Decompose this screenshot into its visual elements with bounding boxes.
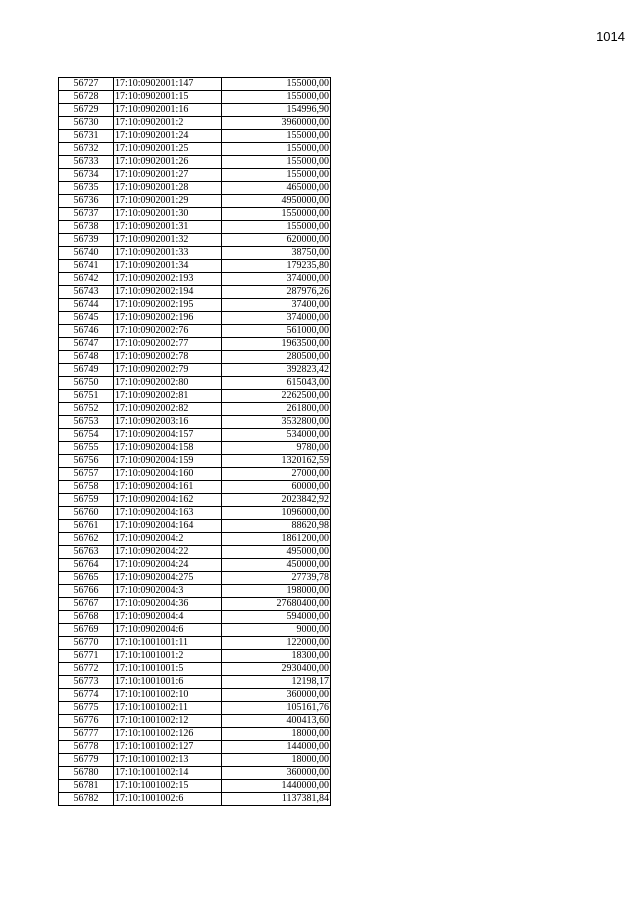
table-row: [59, 520, 331, 533]
table-row: [59, 676, 331, 689]
row-number-cell: 56763: [59, 546, 114, 559]
table-body: [59, 78, 331, 806]
row-number-cell: 56747: [59, 338, 114, 351]
row-number-cell: 56762: [59, 533, 114, 546]
value-cell: 1440000,00: [222, 780, 331, 793]
value-cell: 360000,00: [222, 767, 331, 780]
value-cell: 18000,00: [222, 728, 331, 741]
row-number-cell: 56781: [59, 780, 114, 793]
table-row: [59, 546, 331, 559]
row-number-cell: 56732: [59, 143, 114, 156]
table-row: [59, 572, 331, 585]
cadastral-number-cell: 17:10:0902001:28: [114, 182, 222, 195]
cadastral-number-cell: 17:10:0902002:194: [114, 286, 222, 299]
value-cell: 12198,17: [222, 676, 331, 689]
row-number-cell: 56754: [59, 429, 114, 442]
cadastral-number-cell: 17:10:0902002:82: [114, 403, 222, 416]
value-cell: 620000,00: [222, 234, 331, 247]
table-row: [59, 286, 331, 299]
value-cell: 495000,00: [222, 546, 331, 559]
cadastral-number-cell: 17:10:0902004:24: [114, 559, 222, 572]
value-cell: 155000,00: [222, 91, 331, 104]
row-number-cell: 56752: [59, 403, 114, 416]
table-row: [59, 273, 331, 286]
row-number-cell: 56761: [59, 520, 114, 533]
cadastral-number-cell: 17:10:0902002:196: [114, 312, 222, 325]
table-row: [59, 741, 331, 754]
table-row: [59, 533, 331, 546]
value-cell: 198000,00: [222, 585, 331, 598]
table-row: [59, 689, 331, 702]
value-cell: 3532800,00: [222, 416, 331, 429]
row-number-cell: 56749: [59, 364, 114, 377]
value-cell: 38750,00: [222, 247, 331, 260]
cadastral-number-cell: 17:10:0902001:147: [114, 78, 222, 91]
cadastral-number-cell: 17:10:0902001:15: [114, 91, 222, 104]
value-cell: 594000,00: [222, 611, 331, 624]
cadastral-number-cell: 17:10:0902004:160: [114, 468, 222, 481]
table-row: [59, 130, 331, 143]
table-row: [59, 234, 331, 247]
cadastral-number-cell: 17:10:1001002:6: [114, 793, 222, 806]
cadastral-number-cell: 17:10:1001002:10: [114, 689, 222, 702]
value-cell: 2262500,00: [222, 390, 331, 403]
cadastral-number-cell: 17:10:0902001:26: [114, 156, 222, 169]
value-cell: 155000,00: [222, 130, 331, 143]
row-number-cell: 56735: [59, 182, 114, 195]
value-cell: 154996,90: [222, 104, 331, 117]
table-row: [59, 78, 331, 91]
cadastral-number-cell: 17:10:0902002:80: [114, 377, 222, 390]
value-cell: 88620,98: [222, 520, 331, 533]
row-number-cell: 56780: [59, 767, 114, 780]
cadastral-number-cell: 17:10:1001002:126: [114, 728, 222, 741]
value-cell: 155000,00: [222, 156, 331, 169]
table-row: [59, 611, 331, 624]
cadastral-number-cell: 17:10:0902001:33: [114, 247, 222, 260]
cadastral-number-cell: 17:10:0902001:31: [114, 221, 222, 234]
cadastral-number-cell: 17:10:0902004:159: [114, 455, 222, 468]
table-row: [59, 156, 331, 169]
cadastral-number-cell: 17:10:0902001:27: [114, 169, 222, 182]
cadastral-number-cell: 17:10:0902001:24: [114, 130, 222, 143]
value-cell: 27739,78: [222, 572, 331, 585]
row-number-cell: 56765: [59, 572, 114, 585]
row-number-cell: 56759: [59, 494, 114, 507]
value-cell: 144000,00: [222, 741, 331, 754]
table-row: [59, 377, 331, 390]
cadastral-number-cell: 17:10:0902002:195: [114, 299, 222, 312]
table-row: [59, 780, 331, 793]
cadastral-number-cell: 17:10:1001002:15: [114, 780, 222, 793]
cadastral-number-cell: 17:10:0902002:81: [114, 390, 222, 403]
value-cell: 27680400,00: [222, 598, 331, 611]
table-row: [59, 338, 331, 351]
cadastral-number-cell: 17:10:1001002:127: [114, 741, 222, 754]
value-cell: 37400,00: [222, 299, 331, 312]
cadastral-number-cell: 17:10:0902002:193: [114, 273, 222, 286]
table-row: [59, 468, 331, 481]
row-number-cell: 56764: [59, 559, 114, 572]
row-number-cell: 56770: [59, 637, 114, 650]
value-cell: 1096000,00: [222, 507, 331, 520]
cadastral-number-cell: 17:10:0902004:162: [114, 494, 222, 507]
table-row: [59, 143, 331, 156]
row-number-cell: 56750: [59, 377, 114, 390]
table-row: [59, 455, 331, 468]
row-number-cell: 56753: [59, 416, 114, 429]
value-cell: 9000,00: [222, 624, 331, 637]
value-cell: 3960000,00: [222, 117, 331, 130]
row-number-cell: 56736: [59, 195, 114, 208]
value-cell: 374000,00: [222, 273, 331, 286]
value-cell: 179235,80: [222, 260, 331, 273]
row-number-cell: 56738: [59, 221, 114, 234]
value-cell: 360000,00: [222, 689, 331, 702]
table-row: [59, 416, 331, 429]
row-number-cell: 56730: [59, 117, 114, 130]
cadastral-number-cell: 17:10:0902001:2: [114, 117, 222, 130]
cadastral-number-cell: 17:10:0902002:78: [114, 351, 222, 364]
value-cell: 60000,00: [222, 481, 331, 494]
table-row: [59, 702, 331, 715]
table-row: [59, 767, 331, 780]
table-row: [59, 754, 331, 767]
cadastral-number-cell: 17:10:0902004:6: [114, 624, 222, 637]
cadastral-number-cell: 17:10:1001002:14: [114, 767, 222, 780]
row-number-cell: 56731: [59, 130, 114, 143]
cadastral-number-cell: 17:10:0902002:79: [114, 364, 222, 377]
table-row: [59, 325, 331, 338]
row-number-cell: 56768: [59, 611, 114, 624]
table-row: [59, 104, 331, 117]
table-row: [59, 91, 331, 104]
cadastral-number-cell: 17:10:1001001:2: [114, 650, 222, 663]
table-row: [59, 637, 331, 650]
row-number-cell: 56743: [59, 286, 114, 299]
table-row: [59, 429, 331, 442]
value-cell: 155000,00: [222, 78, 331, 91]
row-number-cell: 56766: [59, 585, 114, 598]
value-cell: 18000,00: [222, 754, 331, 767]
page-number: 1014: [596, 29, 625, 44]
table-row: [59, 195, 331, 208]
row-number-cell: 56744: [59, 299, 114, 312]
row-number-cell: 56746: [59, 325, 114, 338]
table-row: [59, 663, 331, 676]
value-cell: 280500,00: [222, 351, 331, 364]
row-number-cell: 56733: [59, 156, 114, 169]
table-row: [59, 728, 331, 741]
row-number-cell: 56728: [59, 91, 114, 104]
table-row: [59, 364, 331, 377]
row-number-cell: 56777: [59, 728, 114, 741]
row-number-cell: 56774: [59, 689, 114, 702]
row-number-cell: 56758: [59, 481, 114, 494]
cadastral-number-cell: 17:10:0902004:158: [114, 442, 222, 455]
table-row: [59, 247, 331, 260]
row-number-cell: 56745: [59, 312, 114, 325]
value-cell: 1320162,59: [222, 455, 331, 468]
row-number-cell: 56751: [59, 390, 114, 403]
cadastral-number-cell: 17:10:1001002:13: [114, 754, 222, 767]
value-cell: 615043,00: [222, 377, 331, 390]
table-row: [59, 390, 331, 403]
cadastral-number-cell: 17:10:1001002:11: [114, 702, 222, 715]
table-row: [59, 117, 331, 130]
cadastral-number-cell: 17:10:1001001:6: [114, 676, 222, 689]
value-cell: 450000,00: [222, 559, 331, 572]
table-row: [59, 299, 331, 312]
cadastral-number-cell: 17:10:0902004:36: [114, 598, 222, 611]
table-row: [59, 221, 331, 234]
table-row: [59, 351, 331, 364]
table-row: [59, 715, 331, 728]
cadastral-number-cell: 17:10:1001001:11: [114, 637, 222, 650]
value-cell: 155000,00: [222, 169, 331, 182]
value-cell: 155000,00: [222, 143, 331, 156]
table-row: [59, 494, 331, 507]
cadastral-number-cell: 17:10:0902004:157: [114, 429, 222, 442]
row-number-cell: 56739: [59, 234, 114, 247]
cadastral-number-cell: 17:10:0902001:32: [114, 234, 222, 247]
value-cell: 105161,76: [222, 702, 331, 715]
value-cell: 465000,00: [222, 182, 331, 195]
row-number-cell: 56727: [59, 78, 114, 91]
table-row: [59, 260, 331, 273]
row-number-cell: 56737: [59, 208, 114, 221]
cadastral-number-cell: 17:10:0902001:30: [114, 208, 222, 221]
cadastral-value-table: [58, 77, 331, 806]
row-number-cell: 56734: [59, 169, 114, 182]
row-number-cell: 56741: [59, 260, 114, 273]
table-row: [59, 442, 331, 455]
table-row: [59, 169, 331, 182]
row-number-cell: 56755: [59, 442, 114, 455]
value-cell: 9780,00: [222, 442, 331, 455]
value-cell: 287976,26: [222, 286, 331, 299]
table-row: [59, 208, 331, 221]
cadastral-number-cell: 17:10:0902004:275: [114, 572, 222, 585]
cadastral-number-cell: 17:10:0902004:161: [114, 481, 222, 494]
value-cell: 561000,00: [222, 325, 331, 338]
row-number-cell: 56773: [59, 676, 114, 689]
value-cell: 2023842,92: [222, 494, 331, 507]
cadastral-number-cell: 17:10:0902001:29: [114, 195, 222, 208]
value-cell: 1861200,00: [222, 533, 331, 546]
row-number-cell: 56771: [59, 650, 114, 663]
row-number-cell: 56772: [59, 663, 114, 676]
value-cell: 18300,00: [222, 650, 331, 663]
row-number-cell: 56782: [59, 793, 114, 806]
row-number-cell: 56769: [59, 624, 114, 637]
cadastral-number-cell: 17:10:1001001:5: [114, 663, 222, 676]
cadastral-number-cell: 17:10:0902004:22: [114, 546, 222, 559]
table-row: [59, 507, 331, 520]
value-cell: 2930400,00: [222, 663, 331, 676]
cadastral-number-cell: 17:10:0902004:163: [114, 507, 222, 520]
cadastral-number-cell: 17:10:0902001:34: [114, 260, 222, 273]
value-cell: 1550000,00: [222, 208, 331, 221]
row-number-cell: 56778: [59, 741, 114, 754]
row-number-cell: 56748: [59, 351, 114, 364]
value-cell: 400413,60: [222, 715, 331, 728]
table-row: [59, 624, 331, 637]
cadastral-number-cell: 17:10:0902001:25: [114, 143, 222, 156]
value-cell: 27000,00: [222, 468, 331, 481]
cadastral-number-cell: 17:10:0902004:164: [114, 520, 222, 533]
table-row: [59, 793, 331, 806]
cadastral-number-cell: 17:10:1001002:12: [114, 715, 222, 728]
cadastral-number-cell: 17:10:0902003:16: [114, 416, 222, 429]
row-number-cell: 56767: [59, 598, 114, 611]
table-row: [59, 650, 331, 663]
value-cell: 392823,42: [222, 364, 331, 377]
cadastral-number-cell: 17:10:0902004:4: [114, 611, 222, 624]
cadastral-number-cell: 17:10:0902001:16: [114, 104, 222, 117]
table-row: [59, 585, 331, 598]
value-cell: 1963500,00: [222, 338, 331, 351]
value-cell: 534000,00: [222, 429, 331, 442]
value-cell: 4950000,00: [222, 195, 331, 208]
cadastral-number-cell: 17:10:0902002:76: [114, 325, 222, 338]
table-row: [59, 481, 331, 494]
row-number-cell: 56740: [59, 247, 114, 260]
value-cell: 374000,00: [222, 312, 331, 325]
table-row: [59, 559, 331, 572]
row-number-cell: 56776: [59, 715, 114, 728]
row-number-cell: 56742: [59, 273, 114, 286]
row-number-cell: 56757: [59, 468, 114, 481]
cadastral-number-cell: 17:10:0902002:77: [114, 338, 222, 351]
table-row: [59, 403, 331, 416]
row-number-cell: 56775: [59, 702, 114, 715]
row-number-cell: 56760: [59, 507, 114, 520]
value-cell: 122000,00: [222, 637, 331, 650]
row-number-cell: 56779: [59, 754, 114, 767]
cadastral-number-cell: 17:10:0902004:3: [114, 585, 222, 598]
row-number-cell: 56729: [59, 104, 114, 117]
table-row: [59, 312, 331, 325]
row-number-cell: 56756: [59, 455, 114, 468]
value-cell: 261800,00: [222, 403, 331, 416]
value-cell: 155000,00: [222, 221, 331, 234]
cadastral-number-cell: 17:10:0902004:2: [114, 533, 222, 546]
table-row: [59, 598, 331, 611]
value-cell: 1137381,84: [222, 793, 331, 806]
table-row: [59, 182, 331, 195]
